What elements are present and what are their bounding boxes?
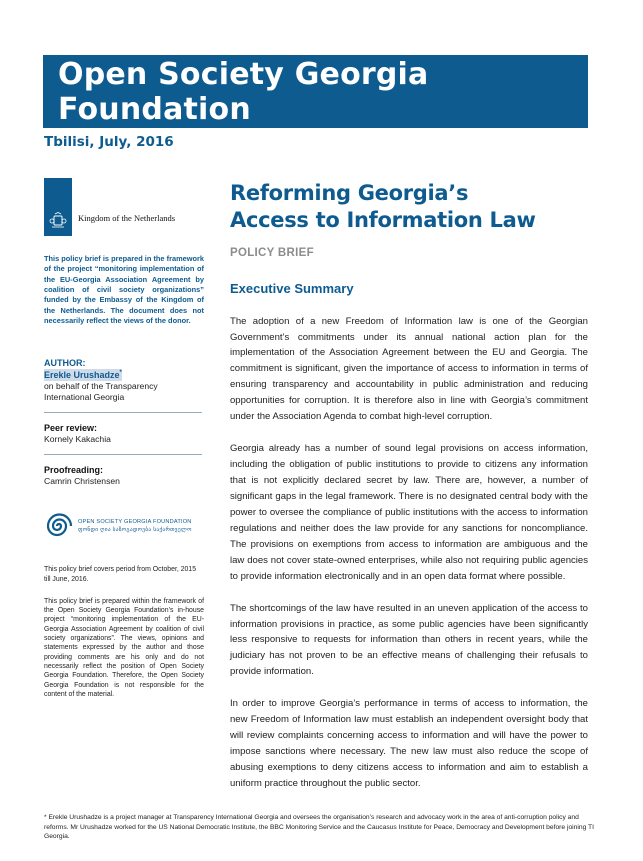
netherlands-logo-text: Kingdom of the Netherlands <box>78 213 176 224</box>
author-affiliation: on behalf of the Transparency International Georgia <box>44 380 158 403</box>
netherlands-logo-bar <box>44 178 72 236</box>
title-line-2: Access to Information Law <box>230 208 536 233</box>
osgf-logo <box>44 509 204 543</box>
section-heading: Executive Summary <box>230 280 354 296</box>
author-name-text: Erekle Urushadze <box>44 369 120 380</box>
author-footnote: * Erekle Urushadze is a project manager at Transparency International Georgia and oversees the organisation’s research and advocacy work in the area of anti-corruption policy and reforms. Mr Urushadze worked for the US National Democratic Institute, the BBC Monitoring Service and the Caucasus Institute for Peace, Democracy and Development before joining TI Georgia. <box>44 814 594 841</box>
peer-reviewer: Kornely Kakachia <box>44 434 111 445</box>
document-type: POLICY BRIEF <box>230 246 314 259</box>
peer-review-label: Peer review: <box>44 422 98 433</box>
author-name <box>44 369 122 381</box>
netherlands-logo <box>44 178 204 236</box>
osgf-logo-ka: ფონდი ღია საზოგადოება საქართველო <box>78 527 192 534</box>
summary-paragraph: The adoption of a new Freedom of Information law is one of the Georgian Government’s commitments under its annual national action plan for the implementation of the Association Agreement between the EU and Georgia. The commitment is significant, given the importance of access to information in terms of ensuring transparency and accountability in public administration and reducing opportunities for corruption. It is therefore also in line with Georgia’s commitment under the Association Agenda to combat high-level corruption. <box>230 315 588 423</box>
disclaimer: This policy brief is prepared within the framework of the Open Society Georgia Foundation’s in-house project “monitoring implementation of the EU-Georgia Association Agreement by coalition of civil society organizations”. The views, opinions and statements expressed by the author and those providing comments are his only and do not necessarily reflect the position of Open Society Georgia Foundation. Therefore, the Open Society Georgia Foundation is not responsible for the content of the material. <box>44 597 204 698</box>
coat-of-arms-icon <box>49 212 67 230</box>
left-column <box>44 178 204 699</box>
summary-paragraph: Georgia already has a number of sound legal provisions on access information, including the obligation of public institutions to provide to citizens any information that is not explicitly declared secret by law. There are, however, a number of significant gaps in the legal framework. There is no designated central body with the power to oversee the compliance of public institutions with the access to information regulations and neither does the law provide for any sanctions for noncompliance. The provisions on exemptions from access to information are ambiguous and the law does not cover state-owned enterprises, while also not requiring public agencies to provide information electronically and in an open data format where possible. <box>230 443 588 582</box>
main-column <box>230 180 588 792</box>
project-intro: This policy brief is prepared in the framework of the project “monitoring implementation of the EU-Georgia Association Agreement by coalition of civil society organizations” funded by the Embassy of the Kingdom of the Netherlands. The document does not necessarily reflect the views of the donor. <box>44 254 204 326</box>
author-label: AUTHOR: <box>44 357 86 368</box>
author-footnote-mark: * <box>119 369 122 376</box>
proofreading-label: Proofreading: <box>44 464 104 475</box>
title-line-1: Reforming Georgia’s <box>230 181 469 205</box>
osgf-logo-en: OPEN SOCIETY GEORGIA FOUNDATION <box>78 519 192 526</box>
divider <box>44 412 202 413</box>
proofreader: Camrin Christensen <box>44 475 120 486</box>
dateline: Tbilisi, July, 2016 <box>44 134 174 150</box>
document-title <box>230 180 588 235</box>
osgf-spiral-icon <box>44 509 74 543</box>
header-banner <box>43 55 588 128</box>
period-note: This policy brief covers period from October, 2015 till June, 2016. <box>44 566 197 584</box>
banner-title: Open Society Georgia Foundation <box>58 56 429 127</box>
summary-paragraph: The shortcomings of the law have resulted in an uneven application of the access to information provisions in practice, as some public agencies have been significantly less responsive to requests for information than others in recent years, while the judiciary has not proven to be an effective means of challenging their refusals to provide information. <box>230 602 588 678</box>
summary-paragraph: In order to improve Georgia’s performance in terms of access to information, the new Freedom of Information law must establish an independent oversight body that will review complaints concerning access to information and will have the power to impose sanctions where necessary. The new law must also reduce the scope of abusing exemptions to deny citizens access to information and aim to establish a uniform practice throughout the public sector. <box>230 698 588 789</box>
divider <box>44 454 202 455</box>
